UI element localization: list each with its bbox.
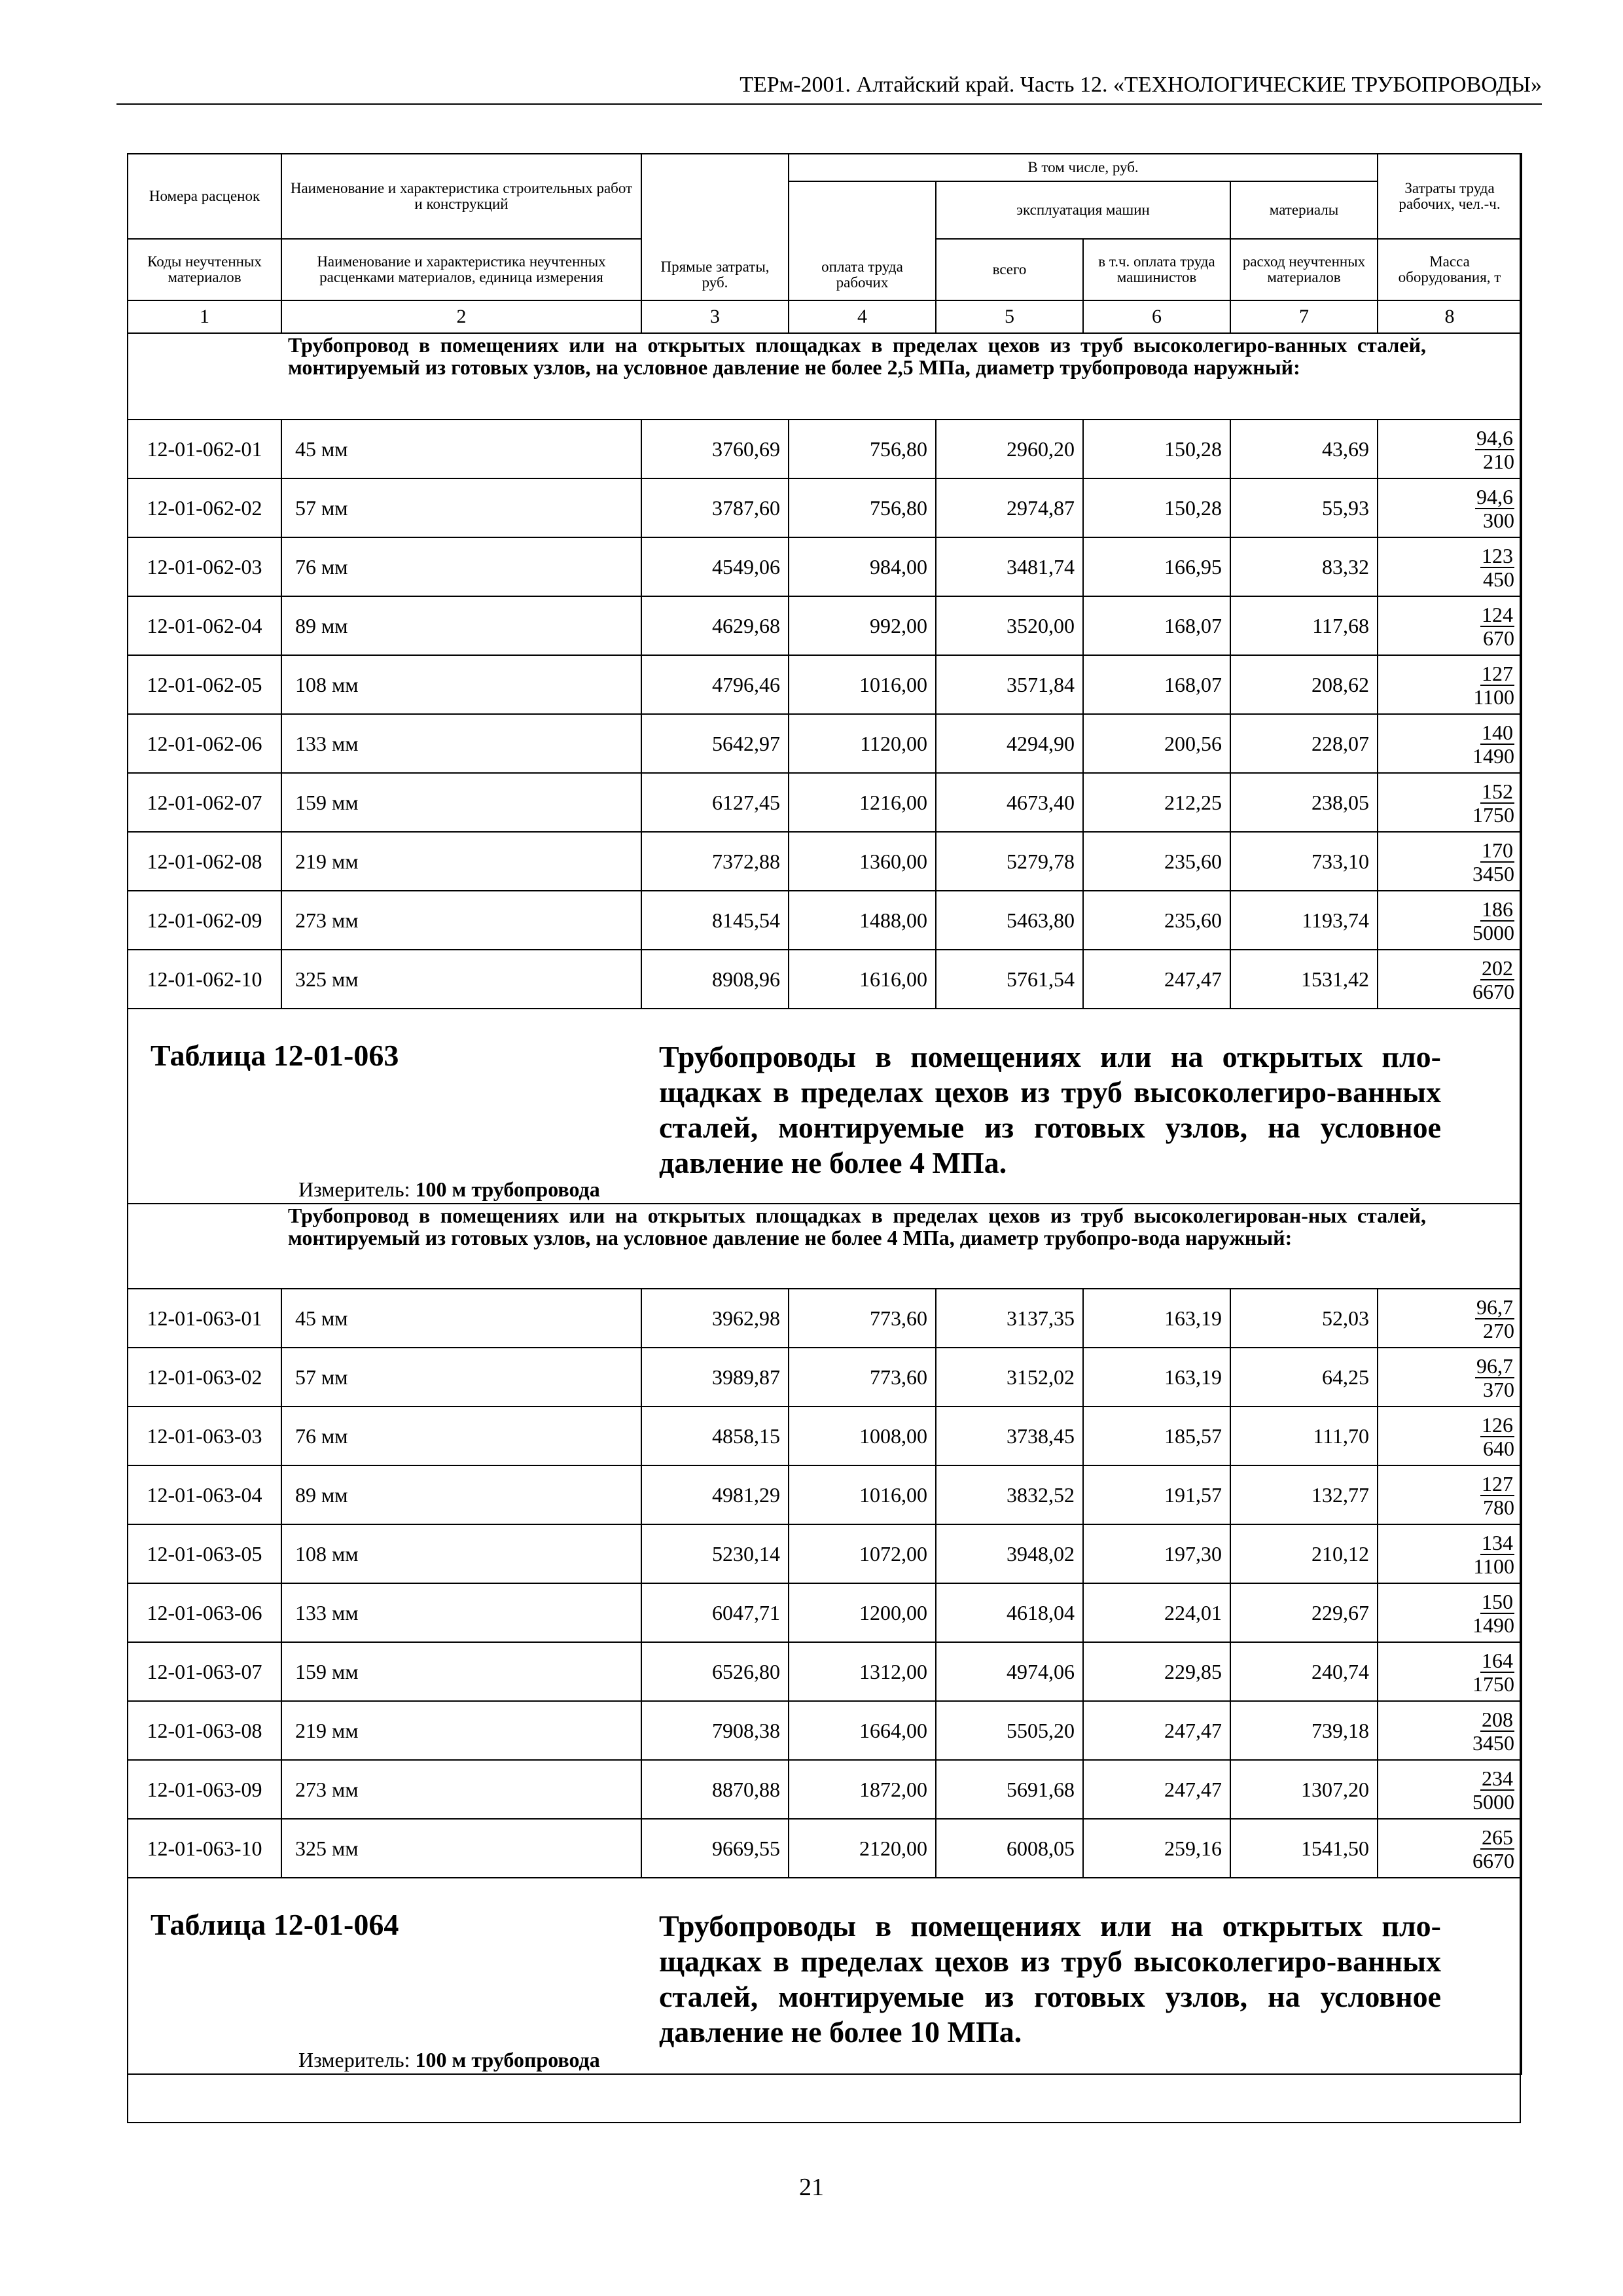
labor-mass-fraction [1378,1701,1522,1760]
column-number: 8 [1378,300,1522,333]
equipment-mass: 210 [1483,449,1515,473]
equipment-mass: 450 [1483,567,1515,591]
materials-cost: 55,93 [1230,478,1378,537]
pipe-diameter: 76 мм [281,1407,641,1465]
col1-top-header: Номера расценок [128,154,281,239]
labor-pay: 1312,00 [789,1642,936,1701]
rate-code: 12-01-062-03 [128,537,281,596]
labor-mass-fraction [1378,1289,1522,1348]
labor-hours: 127 [1482,661,1514,685]
machines-total: 3738,45 [936,1407,1083,1465]
section2-description-row [128,1204,1522,1289]
col6-header: в т.ч. оплата труда машинистов [1083,239,1230,300]
pipe-diameter: 219 мм [281,832,641,891]
table2-number: Таблица 12-01-063 [151,1039,399,1072]
equipment-mass: 6670 [1472,1848,1515,1873]
labor-hours: 234 [1482,1766,1514,1790]
equipment-mass: 1750 [1472,802,1515,827]
machines-total: 3481,74 [936,537,1083,596]
labor-mass-fraction [1378,950,1522,1009]
table-row [128,1760,1522,1819]
equipment-mass: 780 [1483,1495,1515,1519]
labor-pay: 1008,00 [789,1407,936,1465]
machines-total: 3571,84 [936,655,1083,714]
table-row [128,832,1522,891]
table-row [128,950,1522,1009]
materials-cost: 229,67 [1230,1583,1378,1642]
section2-description: Трубопровод в помещениях или на открытых площадках в пределах цехов из труб высоколегирован-ных сталей, монтируемый из готовых узлов, на условное давление не более 4 МПа, диаметр трубопро-вода наружный: [281,1204,1522,1289]
labor-hours: 186 [1482,897,1514,921]
operators-pay: 224,01 [1083,1583,1230,1642]
rate-code: 12-01-063-02 [128,1348,281,1407]
machines-total: 5279,78 [936,832,1083,891]
equipment-mass: 370 [1483,1377,1515,1401]
rate-code: 12-01-062-08 [128,832,281,891]
equipment-mass: 1490 [1472,744,1515,768]
machines-total: 3832,52 [936,1465,1083,1524]
operators-pay: 200,56 [1083,714,1230,773]
page-header [116,67,1542,105]
materials-cost: 52,03 [1230,1289,1378,1348]
labor-pay: 1664,00 [789,1701,936,1760]
labor-mass-fraction [1378,1760,1522,1819]
table3-title-box [135,1878,1514,2073]
column-number: 6 [1083,300,1230,333]
col3-header: Прямые затраты, руб. [641,154,789,300]
machines-total: 3520,00 [936,596,1083,655]
operators-pay: 168,07 [1083,596,1230,655]
table-row [128,891,1522,950]
materials-cost: 83,32 [1230,537,1378,596]
labor-hours: 170 [1482,838,1514,862]
rates-table [127,153,1522,2075]
labor-hours: 150 [1482,1589,1514,1613]
labor-pay: 773,60 [789,1348,936,1407]
equipment-mass: 5000 [1472,1789,1515,1814]
table-row [128,714,1522,773]
labor-hours: 140 [1482,720,1514,744]
direct-costs: 5642,97 [641,714,789,773]
table3-unit [298,2048,600,2072]
labor-mass-fraction [1378,1465,1522,1524]
machines-total: 2974,87 [936,478,1083,537]
materials-cost: 64,25 [1230,1348,1378,1407]
pipe-diameter: 273 мм [281,891,641,950]
table3-title-cell [128,1878,1522,2074]
materials-cost: 733,10 [1230,832,1378,891]
rate-code: 12-01-063-03 [128,1407,281,1465]
pipe-diameter: 133 мм [281,714,641,773]
page-number: 21 [799,2174,824,2201]
pipe-diameter: 159 мм [281,1642,641,1701]
operators-pay: 185,57 [1083,1407,1230,1465]
materials-cost: 210,12 [1230,1524,1378,1583]
machines-total: 3948,02 [936,1524,1083,1583]
materials-cost: 238,05 [1230,773,1378,832]
table3-heading: Трубопроводы в помещениях или на открытых пло-щадках в пределах цехов из труб высоколегиро-ванных сталей, монтируемые из готовых узлов, на условное давление не более 10 МПа. [659,1909,1441,2049]
table-row [128,1465,1522,1524]
machines-total: 2960,20 [936,420,1083,478]
operators-pay: 150,28 [1083,478,1230,537]
equipment-mass: 3450 [1472,1731,1515,1755]
labor-mass-fraction [1378,655,1522,714]
labor-mass-fraction [1378,1524,1522,1583]
table3-number: Таблица 12-01-064 [151,1908,399,1941]
rate-code: 12-01-063-06 [128,1583,281,1642]
column-number: 2 [281,300,641,333]
column-number: 1 [128,300,281,333]
machines-total: 5691,68 [936,1760,1083,1819]
equipment-mass: 3450 [1472,861,1515,886]
labor-pay: 1360,00 [789,832,936,891]
equipment-mass: 1750 [1472,1672,1515,1696]
direct-costs: 6526,80 [641,1642,789,1701]
machines-total: 3137,35 [936,1289,1083,1348]
direct-costs: 4981,29 [641,1465,789,1524]
machines-total: 5463,80 [936,891,1083,950]
col8-top-header: Затраты труда рабочих, чел.-ч. [1378,154,1522,239]
table-row [128,773,1522,832]
rate-code: 12-01-062-07 [128,773,281,832]
labor-mass-fraction [1378,537,1522,596]
direct-costs: 8870,88 [641,1760,789,1819]
column-number: 5 [936,300,1083,333]
materials-cost: 240,74 [1230,1642,1378,1701]
labor-mass-fraction [1378,832,1522,891]
col4-header: оплата труда рабочих [789,181,936,300]
column-numbers-row [128,300,1522,333]
direct-costs: 7908,38 [641,1701,789,1760]
operators-pay: 235,60 [1083,891,1230,950]
unit-value: 100 м трубопровода [415,1177,600,1201]
machines-total: 4294,90 [936,714,1083,773]
table-row [128,478,1522,537]
materials-header: материалы [1230,181,1378,239]
pipe-diameter: 159 мм [281,773,641,832]
table2-unit [298,1177,600,1202]
pipe-diameter: 45 мм [281,1289,641,1348]
materials-cost: 739,18 [1230,1701,1378,1760]
direct-costs: 3989,87 [641,1348,789,1407]
labor-pay: 756,80 [789,420,936,478]
machines-total: 4618,04 [936,1583,1083,1642]
pipe-diameter: 57 мм [281,478,641,537]
rate-code: 12-01-063-08 [128,1701,281,1760]
column-number: 4 [789,300,936,333]
rate-code: 12-01-063-05 [128,1524,281,1583]
pipe-diameter: 89 мм [281,1465,641,1524]
labor-pay: 984,00 [789,537,936,596]
labor-mass-fraction [1378,1407,1522,1465]
pipe-diameter: 108 мм [281,655,641,714]
operators-pay: 247,47 [1083,1760,1230,1819]
operators-pay: 247,47 [1083,950,1230,1009]
labor-mass-fraction [1378,1642,1522,1701]
direct-costs: 4629,68 [641,596,789,655]
labor-pay: 1872,00 [789,1760,936,1819]
table-row [128,655,1522,714]
labor-hours: 164 [1482,1648,1514,1672]
equipment-mass: 1490 [1472,1613,1515,1637]
labor-mass-fraction [1378,596,1522,655]
materials-cost: 1541,50 [1230,1819,1378,1878]
col5-header: всего [936,239,1083,300]
direct-costs: 4858,15 [641,1407,789,1465]
rate-code: 12-01-063-10 [128,1819,281,1878]
table-row [128,1348,1522,1407]
unit-value: 100 м трубопровода [415,2048,600,2072]
header-title: ТЕРм-2001. Алтайский край. Часть 12. «ТЕХНОЛОГИЧЕСКИЕ ТРУБОПРОВОДЫ» [740,73,1542,97]
column-number: 3 [641,300,789,333]
unit-label: Измеритель: [298,1177,410,1201]
rate-code: 12-01-062-06 [128,714,281,773]
labor-pay: 1200,00 [789,1583,936,1642]
spacer-cell [128,333,281,420]
table-row [128,537,1522,596]
labor-hours: 124 [1482,602,1514,626]
table-row [128,1819,1522,1878]
labor-mass-fraction [1378,714,1522,773]
col1-bottom-header: Коды неучтенных материалов [128,239,281,300]
pipe-diameter: 89 мм [281,596,641,655]
labor-pay: 773,60 [789,1289,936,1348]
operators-pay: 197,30 [1083,1524,1230,1583]
labor-hours: 202 [1482,956,1514,980]
labor-hours: 96,7 [1476,1354,1514,1378]
labor-hours: 134 [1482,1530,1514,1554]
equipment-mass: 1100 [1473,1554,1515,1578]
labor-hours: 265 [1482,1825,1514,1849]
machines-total: 3152,02 [936,1348,1083,1407]
materials-cost: 1531,42 [1230,950,1378,1009]
col2-bottom-header: Наименование и характеристика неучтенных расценками материалов, единица измерения [281,239,641,300]
labor-mass-fraction [1378,891,1522,950]
labor-pay: 1072,00 [789,1524,936,1583]
materials-cost: 43,69 [1230,420,1378,478]
rate-code: 12-01-063-04 [128,1465,281,1524]
materials-cost: 1307,20 [1230,1760,1378,1819]
table-row [128,420,1522,478]
operators-pay: 150,28 [1083,420,1230,478]
machines-total: 6008,05 [936,1819,1083,1878]
equipment-mass: 640 [1483,1436,1515,1460]
materials-cost: 111,70 [1230,1407,1378,1465]
pipe-diameter: 273 мм [281,1760,641,1819]
rate-code: 12-01-062-01 [128,420,281,478]
unit-label: Измеритель: [298,2048,410,2072]
rate-code: 12-01-063-07 [128,1642,281,1701]
operators-pay: 212,25 [1083,773,1230,832]
operators-pay: 247,47 [1083,1701,1230,1760]
table-row [128,1289,1522,1348]
labor-pay: 1616,00 [789,950,936,1009]
equipment-mass: 1100 [1473,685,1515,709]
materials-cost: 1193,74 [1230,891,1378,950]
pipe-diameter: 325 мм [281,950,641,1009]
labor-hours: 94,6 [1476,484,1514,509]
rate-code: 12-01-062-02 [128,478,281,537]
col7-header: расход неучтенных материалов [1230,239,1378,300]
pipe-diameter: 133 мм [281,1583,641,1642]
table2-title-cell [128,1009,1522,1204]
table2-title-row [128,1009,1522,1204]
pipe-diameter: 76 мм [281,537,641,596]
machines-header: эксплуатация машин [936,181,1230,239]
equipment-mass: 270 [1483,1318,1515,1342]
direct-costs: 3787,60 [641,478,789,537]
direct-costs: 3962,98 [641,1289,789,1348]
labor-mass-fraction [1378,1348,1522,1407]
col8-bottom-header: Масса оборудования, т [1378,239,1522,300]
pipe-diameter: 45 мм [281,420,641,478]
machines-total: 4974,06 [936,1642,1083,1701]
table-row [128,1642,1522,1701]
machines-total: 5505,20 [936,1701,1083,1760]
pipe-diameter: 57 мм [281,1348,641,1407]
rate-code: 12-01-063-01 [128,1289,281,1348]
labor-hours: 208 [1482,1707,1514,1731]
rate-code: 12-01-063-09 [128,1760,281,1819]
labor-mass-fraction [1378,478,1522,537]
equipment-mass: 6670 [1472,979,1515,1003]
labor-pay: 1016,00 [789,655,936,714]
table-row [128,1407,1522,1465]
rate-code: 12-01-062-04 [128,596,281,655]
pipe-diameter: 219 мм [281,1701,641,1760]
labor-pay: 1016,00 [789,1465,936,1524]
labor-hours: 126 [1482,1412,1514,1437]
header-row-1 [128,154,1522,181]
labor-pay: 1216,00 [789,773,936,832]
labor-mass-fraction [1378,1819,1522,1878]
operators-pay: 259,16 [1083,1819,1230,1878]
section1-description-row [128,333,1522,420]
labor-hours: 94,6 [1476,425,1514,450]
direct-costs: 4549,06 [641,537,789,596]
labor-hours: 123 [1482,543,1514,567]
rate-code: 12-01-062-09 [128,891,281,950]
table-row [128,1701,1522,1760]
operators-pay: 191,57 [1083,1465,1230,1524]
table3-title-row [128,1878,1522,2074]
labor-pay: 1120,00 [789,714,936,773]
direct-costs: 9669,55 [641,1819,789,1878]
direct-costs: 6047,71 [641,1583,789,1642]
labor-mass-fraction [1378,1583,1522,1642]
pipe-diameter: 325 мм [281,1819,641,1878]
incl-header: В том числе, руб. [789,154,1378,181]
direct-costs: 5230,14 [641,1524,789,1583]
col2-top-header: Наименование и характеристика строительных работ и конструкций [281,154,641,239]
operators-pay: 229,85 [1083,1642,1230,1701]
table-row [128,596,1522,655]
direct-costs: 8908,96 [641,950,789,1009]
materials-cost: 117,68 [1230,596,1378,655]
machines-total: 4673,40 [936,773,1083,832]
labor-hours: 96,7 [1476,1295,1514,1319]
labor-pay: 2120,00 [789,1819,936,1878]
equipment-mass: 300 [1483,508,1515,532]
equipment-mass: 670 [1483,626,1515,650]
section1-description: Трубопровод в помещениях или на открытых площадках в пределах цехов из труб высоколегиро-ванных сталей, монтируемый из готовых узлов, на условное давление не более 2,5 МПа, диаметр трубопровода наружный: [281,333,1522,420]
spacer-cell [128,1204,281,1289]
rate-code: 12-01-062-05 [128,655,281,714]
materials-cost: 132,77 [1230,1465,1378,1524]
direct-costs: 3760,69 [641,420,789,478]
rate-code: 12-01-062-10 [128,950,281,1009]
labor-mass-fraction [1378,420,1522,478]
operators-pay: 235,60 [1083,832,1230,891]
table-row [128,1524,1522,1583]
direct-costs: 4796,46 [641,655,789,714]
operators-pay: 166,95 [1083,537,1230,596]
labor-mass-fraction [1378,773,1522,832]
operators-pay: 163,19 [1083,1289,1230,1348]
operators-pay: 168,07 [1083,655,1230,714]
labor-hours: 127 [1482,1471,1514,1496]
materials-cost: 228,07 [1230,714,1378,773]
direct-costs: 7372,88 [641,832,789,891]
labor-hours: 152 [1482,779,1514,803]
direct-costs: 6127,45 [641,773,789,832]
operators-pay: 163,19 [1083,1348,1230,1407]
table2-heading: Трубопроводы в помещениях или на открытых пло-щадках в пределах цехов из труб высоколегиро-ванных сталей, монтируемые из готовых узлов, на условное давление не более 4 МПа. [659,1040,1441,1179]
table2-title-box [135,1009,1514,1203]
direct-costs: 8145,54 [641,891,789,950]
labor-pay: 1488,00 [789,891,936,950]
labor-pay: 992,00 [789,596,936,655]
column-number: 7 [1230,300,1378,333]
machines-total: 5761,54 [936,950,1083,1009]
equipment-mass: 5000 [1472,920,1515,944]
labor-pay: 756,80 [789,478,936,537]
pipe-diameter: 108 мм [281,1524,641,1583]
materials-cost: 208,62 [1230,655,1378,714]
table-row [128,1583,1522,1642]
